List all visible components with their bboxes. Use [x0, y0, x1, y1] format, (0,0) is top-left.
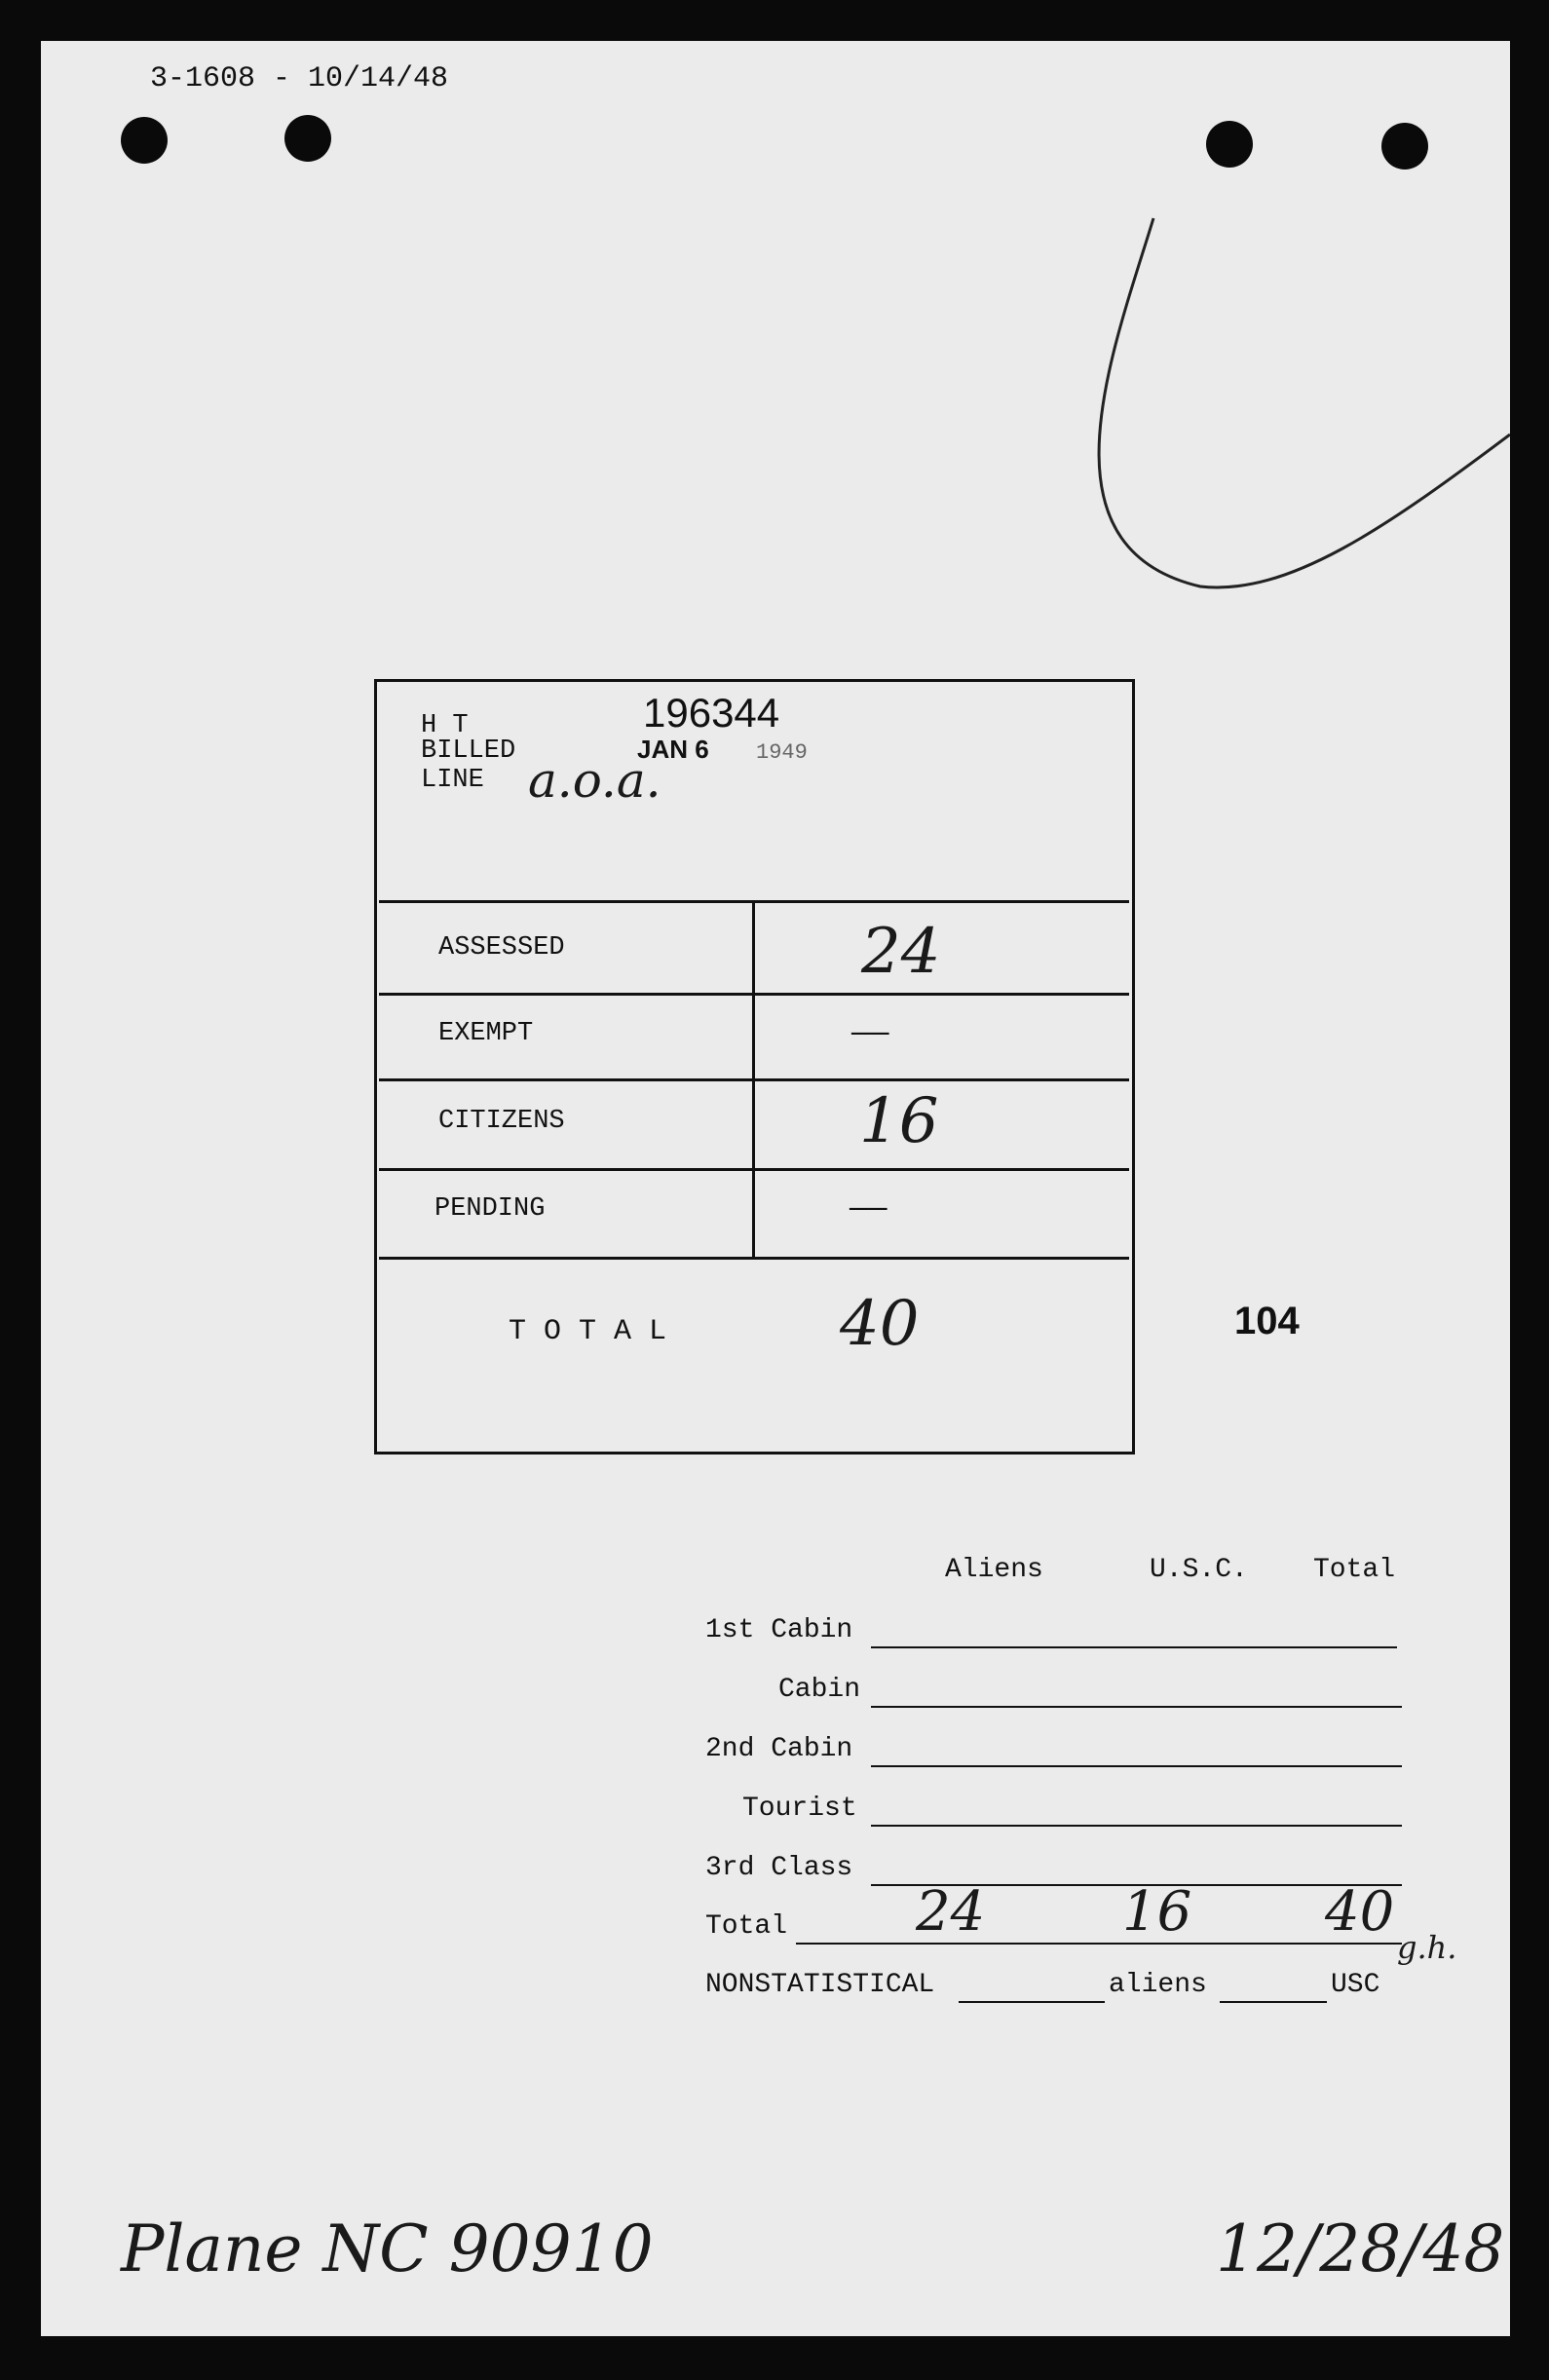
- tally-header-usc: U.S.C.: [1150, 1555, 1248, 1585]
- nonstat-aliens: aliens: [1109, 1970, 1207, 2000]
- tally-fill-line: [959, 2001, 1105, 2003]
- tally-row-label: 2nd Cabin: [705, 1734, 853, 1764]
- document-page: [41, 41, 1510, 2336]
- row-value-pending: ——: [850, 1190, 888, 1227]
- total-label: T O T A L: [509, 1315, 667, 1348]
- nonstat-usc: USC: [1331, 1970, 1380, 2000]
- row-value-assessed: 24: [861, 916, 941, 988]
- row-value-exempt: ——: [851, 1015, 889, 1051]
- tally-total-total: 40: [1325, 1880, 1395, 1944]
- row-label-citizens: CITIZENS: [438, 1107, 565, 1136]
- row-label-pending: PENDING: [434, 1194, 546, 1224]
- row-label-exempt: EXEMPT: [438, 1019, 534, 1048]
- tally-total-aliens: 24: [916, 1880, 986, 1944]
- pen-stroke: [41, 41, 1510, 723]
- tally-total-label: Total: [705, 1911, 788, 1942]
- divider: [379, 1257, 1129, 1260]
- form-code: 3-1608 - 10/14/48: [150, 62, 449, 95]
- tally-fill-line: [871, 1646, 1397, 1648]
- tally-row-label: 3rd Class: [705, 1853, 853, 1883]
- tally-row-label: Tourist: [742, 1794, 857, 1824]
- nonstat-label: NONSTATISTICAL: [705, 1970, 935, 2000]
- side-number: 104: [1234, 1300, 1300, 1342]
- line-label: LINE: [421, 766, 484, 795]
- tally-initials: g.h.: [1397, 1929, 1457, 1966]
- tally-fill-line: [871, 1825, 1402, 1827]
- tally-fill-line: [1220, 2001, 1327, 2003]
- stamp-date: JAN 6: [637, 735, 709, 764]
- stamp-number: 196344: [643, 690, 780, 736]
- line-value: a.o.a.: [528, 752, 661, 809]
- tally-header-total: Total: [1313, 1555, 1396, 1585]
- billed-label: BILLED: [421, 737, 516, 766]
- total-value: 40: [840, 1288, 920, 1360]
- date-note: 12/28/48: [1216, 2211, 1505, 2286]
- tally-total-usc: 16: [1122, 1880, 1192, 1944]
- tally-fill-line: [796, 1943, 1402, 1945]
- row-value-citizens: 16: [859, 1085, 939, 1157]
- tally-header-aliens: Aliens: [945, 1555, 1043, 1585]
- tally-row-label: Cabin: [778, 1675, 861, 1705]
- tally-fill-line: [871, 1706, 1402, 1708]
- plane-note: Plane NC 90910: [121, 2211, 654, 2286]
- ht-label: H T: [421, 711, 469, 740]
- row-label-assessed: ASSESSED: [438, 933, 565, 963]
- divider: [752, 900, 755, 1257]
- tally-row-label: 1st Cabin: [705, 1615, 853, 1645]
- stamp-year: 1949: [756, 740, 808, 765]
- tally-fill-line: [871, 1765, 1402, 1767]
